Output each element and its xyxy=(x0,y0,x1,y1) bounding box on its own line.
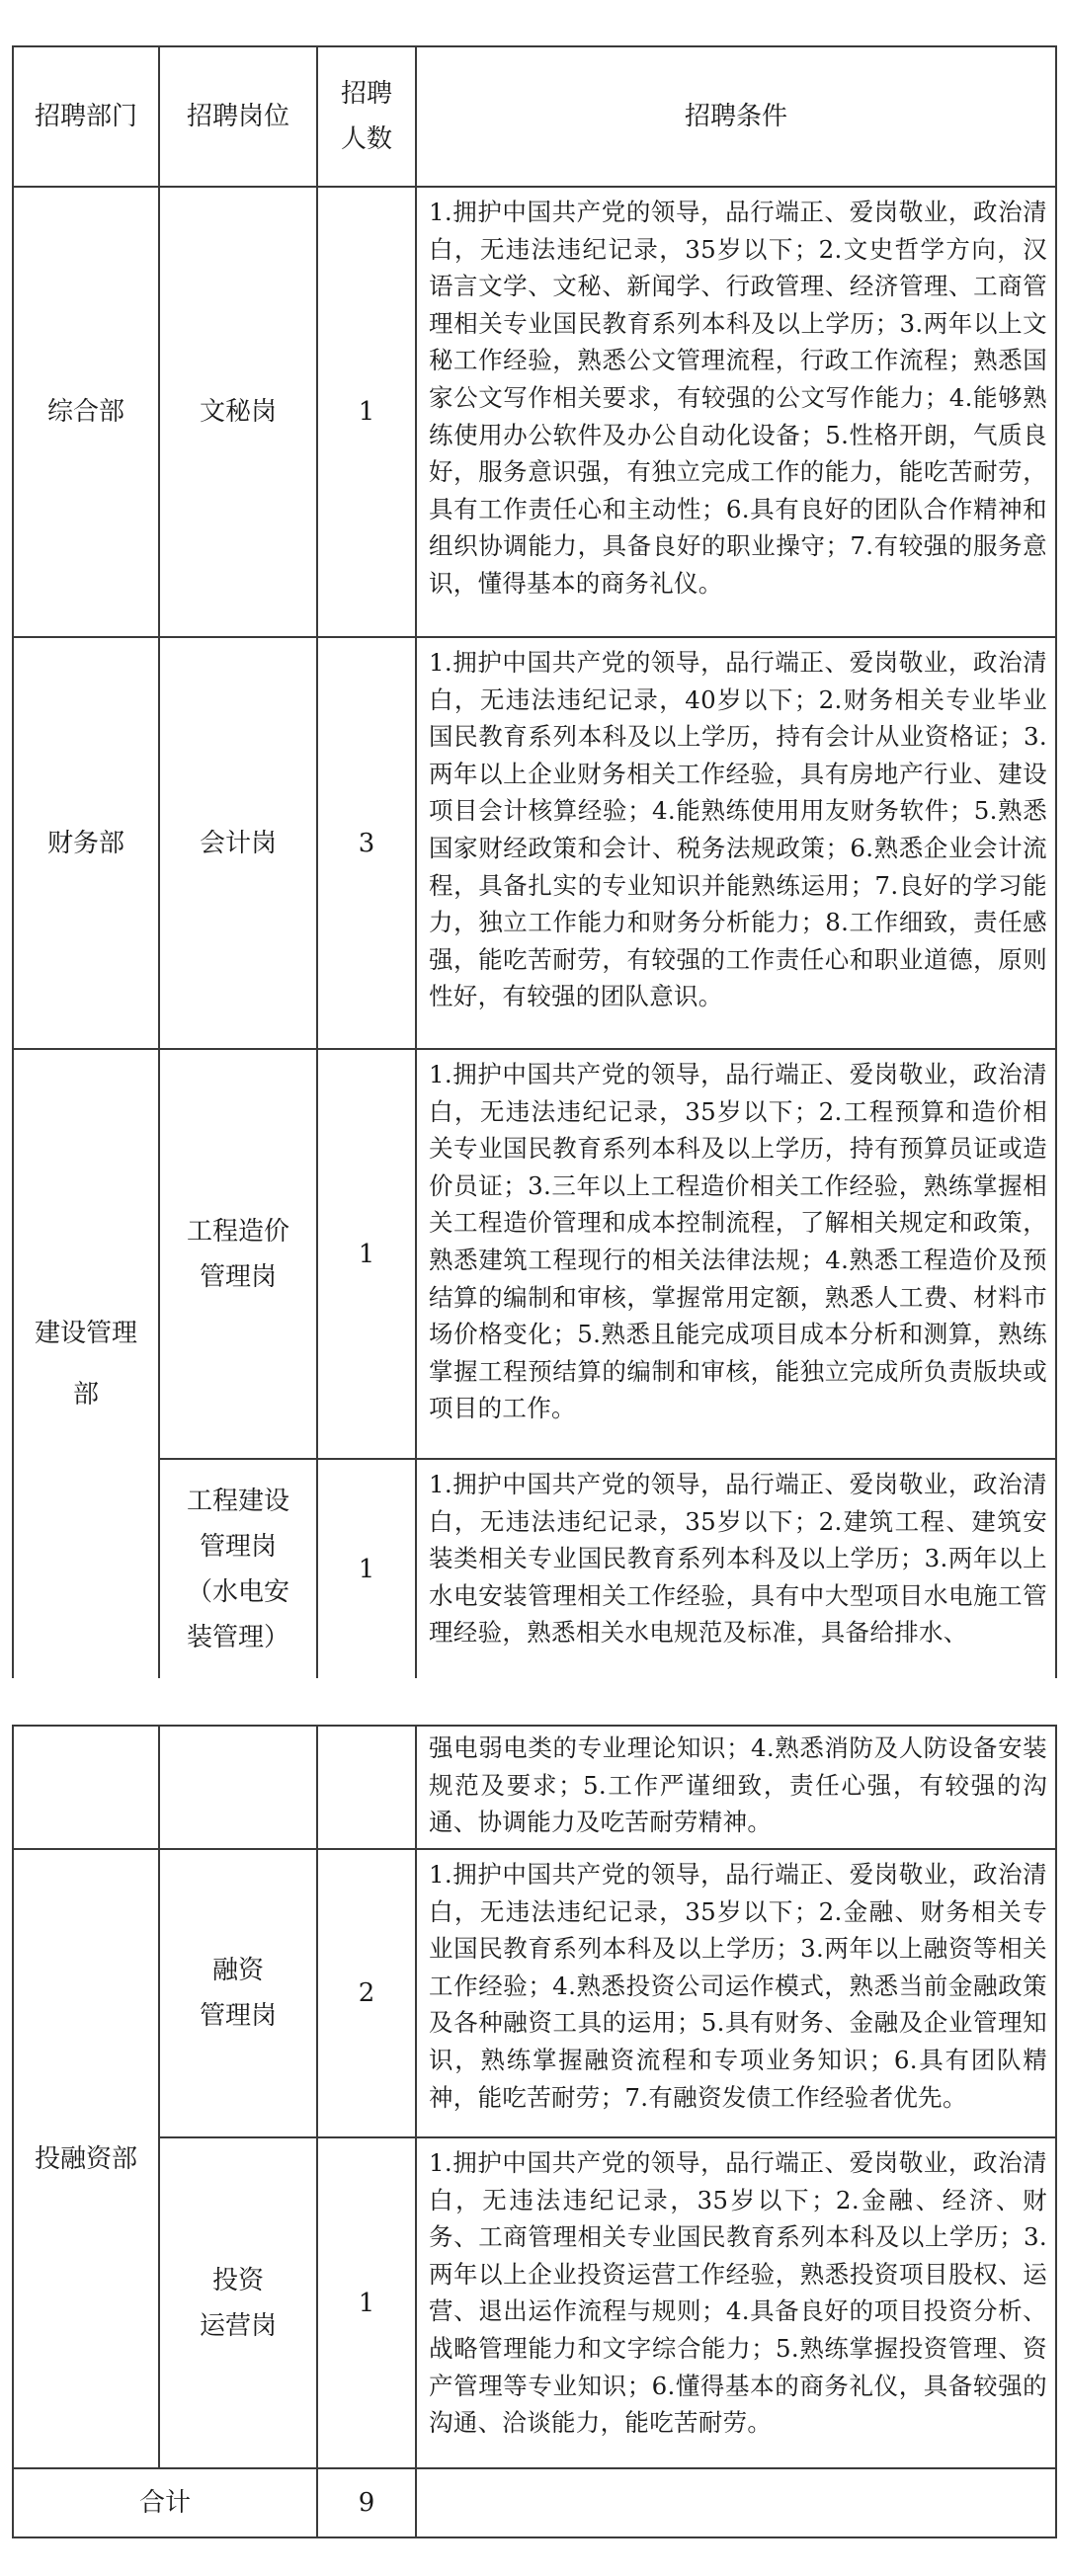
row-count: 3 xyxy=(316,636,415,1048)
row-position: 融资 管理岗 xyxy=(158,1848,316,2136)
continuation-dept xyxy=(12,1725,158,1848)
row-condition: 1.拥护中国共产党的领导，品行端正、爱岗敬业，政治清白，无违法违纪记录，35岁以下；2.文史哲学方向，汉语言文学、文秘、新闻学、行政管理、经济管理、工商管理相关专业国民教育系列本科及以上学历；3.两年以上文秘工作经验，熟悉公文管理流程，行政工作流程；熟悉国家公文写作相关要求，有较强的公文写作能力；4.能够熟练使用办公软件及办公自动化设备；5.性格开朗，气质良好，服务意识强，有独立完成工作的能力，能吃苦耐劳，具有工作责任心和主动性；6.具有良好的团队合作精神和组织协调能力，具备良好的职业操守；7.有较强的服务意识，懂得基本的商务礼仪。 xyxy=(429,198,1047,598)
row-condition: 1.拥护中国共产党的领导，品行端正、爱岗敬业，政治清白，无违法违纪记录，40岁以下；2.财务相关专业毕业国民教育系列本科及以上学历，持有会计从业资格证；3.两年以上企业财务相关工作经验，具有房地产行业、建设项目会计核算经验；4.能熟练使用用友财务软件；5.熟悉国家财经政策和会计、税务法规政策；6.熟悉企业会计流程，具备扎实的专业知识并能熟练运用；7.良好的学习能力，独立工作能力和财务分析能力；8.工作细致，责任感强，能吃苦耐劳，有较强的工作责任心和职业道德，原则性好，有较强的团队意识。 xyxy=(429,648,1047,1011)
row-position: 文秘岗 xyxy=(158,186,316,636)
row-condition: 1.拥护中国共产党的领导，品行端正、爱岗敬业，政治清白，无违法违纪记录，35岁以下；2.金融、经济、财务、工商管理相关专业国民教育系列本科及以上学历；3.两年以上企业投资运营工作经验，熟悉投资项目股权、运营、退出运作流程与规则；4.具备良好的项目投资分析、战略管理能力和文字综合能力；5.熟练掌握投资管理、资产管理等专业知识；6.懂得基本的商务礼仪，具备较强的沟通、洽谈能力，能吃苦耐劳。 xyxy=(429,2148,1047,2438)
header-dept: 招聘部门 xyxy=(12,45,158,186)
continuation-count xyxy=(316,1725,415,1848)
row-condition: 1.拥护中国共产党的领导，品行端正、爱岗敬业，政治清白，无违法违纪记录，35岁以下；2.工程预算和造价相关专业国民教育系列本科及以上学历，持有预算员证或造价员证；3.三年以上工程造价相关工作经验，熟练掌握相关工程造价管理和成本控制流程，了解相关规定和政策，熟悉建筑工程现行的相关法律法规；4.熟悉工程造价及预结算的编制和审核，掌握常用定额，熟悉人工费、材料市场价格变化；5.熟悉且能完成项目成本分析和测算，熟练掌握工程预结算的编制和审核，能独立完成所负责版块或项目的工作。 xyxy=(429,1060,1047,1423)
row-condition: 1.拥护中国共产党的领导，品行端正、爱岗敬业，政治清白，无违法违纪记录，35岁以下；2.建筑工程、建筑安装类相关专业国民教育系列本科及以上学历；3.两年以上水电安装管理相关工作经验，具有中大型项目水电施工管理经验，熟悉相关水电规范及标准，具备给排水、 xyxy=(429,1470,1047,1648)
header-position: 招聘岗位 xyxy=(158,45,316,186)
total-condition xyxy=(415,2467,1057,2538)
row-count: 1 xyxy=(316,2136,415,2467)
header-count: 招聘 人数 xyxy=(316,45,415,186)
header-condition: 招聘条件 xyxy=(415,45,1057,186)
row-position: 工程建设 管理岗 （水电安 装管理） xyxy=(158,1458,316,1678)
row-position: 会计岗 xyxy=(158,636,316,1048)
row-count: 2 xyxy=(316,1848,415,2136)
continuation-position xyxy=(158,1725,316,1848)
row-dept: 综合部 xyxy=(12,186,158,636)
row-dept: 建设管理 部 xyxy=(12,1048,158,1678)
row-dept: 财务部 xyxy=(12,636,158,1048)
row-count: 1 xyxy=(316,1458,415,1678)
row-dept: 投融资部 xyxy=(12,1848,158,2467)
row-position: 投资 运营岗 xyxy=(158,2136,316,2467)
total-label: 合计 xyxy=(12,2467,316,2538)
total-count: 9 xyxy=(316,2467,415,2538)
continuation-condition: 强电弱电类的专业理论知识；4.熟悉消防及人防设备安装规范及要求；5.工作严谨细致，责任心强，有较强的沟通、协调能力及吃苦耐劳精神。 xyxy=(429,1733,1047,1837)
row-count: 1 xyxy=(316,1048,415,1458)
row-condition: 1.拥护中国共产党的领导，品行端正、爱岗敬业，政治清白，无违法违纪记录，35岁以下；2.金融、财务相关专业国民教育系列本科及以上学历；3.两年以上融资等相关工作经验；4.熟悉投资公司运作模式，熟悉当前金融政策及各种融资工具的运用；5.具有财务、金融及企业管理知识，熟练掌握融资流程和专项业务知识；6.具有团队精神，能吃苦耐劳；7.有融资发债工作经验者优先。 xyxy=(429,1860,1047,2112)
row-position: 工程造价 管理岗 xyxy=(158,1048,316,1458)
row-count: 1 xyxy=(316,186,415,636)
